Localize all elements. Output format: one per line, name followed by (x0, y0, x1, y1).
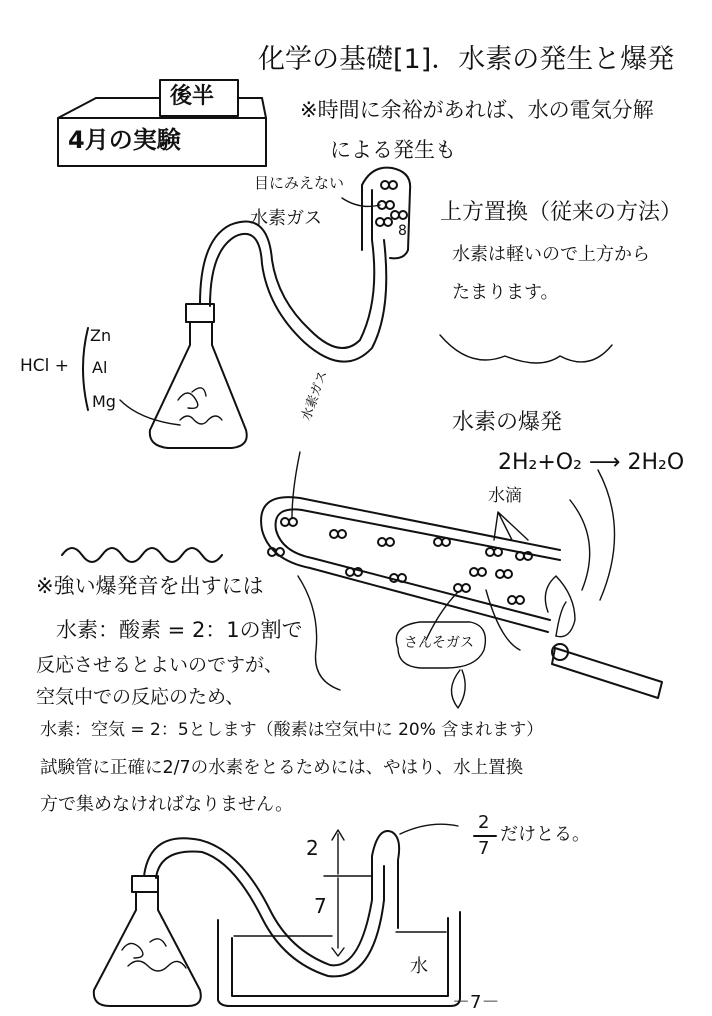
flask-upper (120, 304, 247, 448)
oxygen-label: さんそガス (404, 635, 474, 651)
section3-line-3: 空気中での反応のため、 (36, 686, 245, 708)
measure-label-2: 2 (306, 836, 319, 860)
fraction-denominator: 7 (478, 838, 490, 859)
flask-lower (94, 876, 201, 1006)
month-label: 4月の実験 (68, 126, 181, 154)
section3-line-6: 方で集めなければなりません。 (40, 794, 294, 815)
reagent-bracket (83, 328, 88, 410)
wave-divider (62, 548, 222, 562)
squiggle (298, 576, 340, 690)
section2-title: 水素の爆発 (452, 410, 563, 435)
droplet-label: 水滴 (488, 486, 522, 506)
bubbles-upper (376, 181, 407, 226)
section3-heading: ※強い爆発音を出すには (36, 574, 264, 598)
note-line-1: ※時間に余裕があれば、水の電気分解 (300, 98, 654, 122)
invisible-label-1: 目にみえない (254, 174, 345, 192)
badge-label: 後半 (170, 84, 215, 109)
equation: 2H₂+O₂ ⟶ 2H₂O (498, 450, 685, 475)
page-number: －7－ (452, 992, 500, 1013)
method-title: 上方置換（従来の方法） (440, 200, 683, 225)
fraction-text: だけとる。 (500, 824, 590, 845)
delivery-tube-lower (144, 831, 399, 965)
reagent-al: Al (92, 358, 108, 377)
measure-label-7: 7 (314, 894, 327, 918)
section3-line-4: 水素：空気 = 2：5とします（酸素は空気中に 20% 含まれます） (40, 720, 544, 740)
section3-line-2: 反応させるとよいのですが、 (36, 654, 284, 676)
method-line-1: 水素は軽いので上方から (452, 244, 650, 265)
flame-burner (545, 470, 662, 698)
reagent-acid: HCl + (20, 356, 70, 376)
method-line-2: たまります。 (452, 282, 559, 303)
section3-line-1: 水素：酸素 = 2：1の割で (56, 618, 303, 642)
page-title: 化学の基礎[1]．水素の発生と爆発 (258, 44, 675, 75)
note-line-2: による発生も (330, 138, 456, 162)
tube-digit: 8 (398, 223, 407, 239)
section3-line-5: 試験管に正確に2/7の水素をとるためには、やはり、水上置換 (40, 758, 524, 778)
reagent-mg: Mg (92, 392, 116, 411)
fraction-numerator: 2 (478, 812, 490, 833)
cloud-doodle (440, 335, 612, 363)
hydrogen-label: 水素ガス (299, 368, 331, 423)
invisible-label-2: 水素ガス (250, 208, 322, 229)
reagent-zn: Zn (90, 326, 112, 345)
test-tube-explosion (261, 452, 560, 640)
pointer-fraction (400, 824, 458, 834)
water-label: 水 (410, 956, 428, 977)
